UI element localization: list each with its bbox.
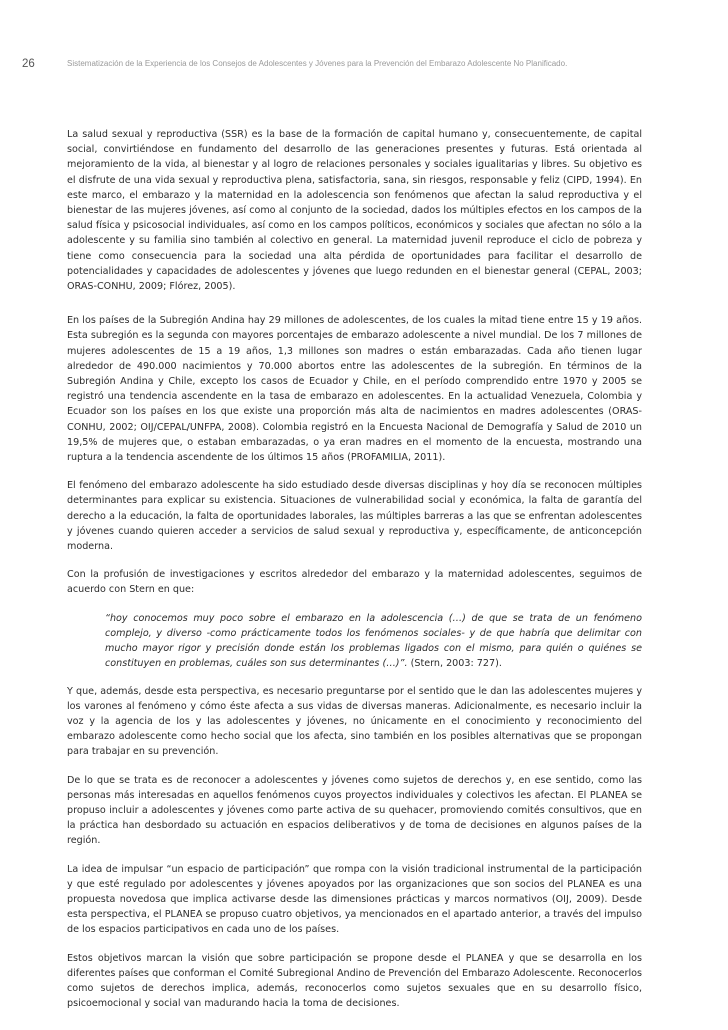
page-header: [0, 58, 728, 78]
paragraph-sujetos-derechos: De lo que se trata es de reconocer a adolescentes y jóvenes como sujetos de derechos y, en ese sentido, como las personas más interesadas en aquellos fenómenos cuyos proyectos individuales y colectivos les afectan. El PLANEA se propuso incluir a adolescentes y jóvenes como parte activa de su quehacer, promoviendo comités consultivos, que en la práctica han desbordado su actuación en espacios deliberativos y de toma de decisiones en algunos países de la región.: [67, 774, 642, 847]
paragraph-stern-intro: Con la profusión de investigaciones y escritos alrededor del embarazo y la maternidad adolescentes, seguimos de acuerdo con Stern en que:: [67, 569, 642, 596]
paragraph-subregion-andina: En los países de la Subregión Andina hay 29 millones de adolescentes, de los cuales la mitad tiene entre 15 y 19 años. Esta subregión es la segunda con mayores porcentajes de embarazo adolescente a nivel mundial. De los 7 millones de mujeres adolescentes de 15 a 19 años, 1,3 millones son madres o están embarazadas. Cada año tienen lugar alrededor de 490.000 nacimientos y 70.000 abortos entre las adolescentes de la subregión. En términos de la Subregión Andina y Chile, excepto los casos de Ecuador y Chile, en el período comprendido entre 1970 y 2005 se registró una tendencia ascendente en la tasa de embarazo en adolescentes. En la actualidad Venezuela, Colombia y Ecuador son los países en los que existe una proporción más alta de nacimientos en madres adolescentes (ORAS-CONHU, 2002; OIJ/CEPAL/UNFPA, 2008). Colombia registró en la Encuesta Nacional de Demografía y Salud de 2010 un 19,5% de mujeres que, o estaban embarazadas, o ya eran madres en el momento de la encuesta, mostrando una ruptura a la tendencia ascendente de los últimos 15 años (PROFAMILIA, 2011).: [67, 315, 642, 464]
block-quote: [105, 611, 642, 672]
paragraph-objetivos: Estos objetivos marcan la visión que sobre participación se propone desde el PLANEA y que se desarrolla en los diferentes países que conforman el Comité Subregional Andino de Prevención del Embarazo Adolescente. Reconocerlos como sujetos de derechos implica, además, reconocerlos como sujetos sexuales que en su desarrollo físico, psicoemocional y social van madurando hacia la toma de decisiones.: [67, 952, 642, 1010]
body-text: [67, 127, 642, 1024]
quote-text: “hoy conocemos muy poco sobre el embarazo en la adolescencia (…) de que se trata de un fenómeno complejo, y diverso -como prácticamente todos los fenómenos sociales- y de que habría que delimitar con mucho mayor rigor y precisión donde están los problemas ligados con el mismo, para quién o quiénes se constituyen en problemas, cuáles son sus determinantes (…)”.: [105, 612, 642, 670]
paragraph-ssr: La salud sexual y reproductiva (SSR) es la base de la formación de capital humano y, consecuentemente, de capital social, convirtiéndose en fundamento del desarrollo de las generaciones presentes y futuras. Está orientada al mejoramiento de la vida, al bienestar y al logro de relaciones personales y sociales igualitarias y libres. Su objetivo es el disfrute de una vida sexual y reproductiva plena, satisfactoria, sana, sin riesgos, responsable y feliz (CIPD, 1994). En este marco, el embarazo y la maternidad en la adolescencia son fenómenos que afectan la salud reproductiva y el bienestar de las mujeres jóvenes, así como al conjunto de la sociedad, dados los múltiples efectos en los campos de la salud física y psicosocial individuales, así como en los campos políticos, económicos y sociales que afectan no sólo a la adolescente y su familia sino también al colectivo en general. La maternidad juvenil reproduce el ciclo de pobreza y tiene como consecuencia para la sociedad una alta pérdida de oportunidades para facilitar el desarrollo de potencialidades y capacidades de adolescentes y jóvenes que luego redunden en el bienestar general (CEPAL, 2003; ORAS-CONHU, 2009; Flórez, 2005).: [67, 129, 642, 293]
quote-citation: (Stern, 2003: 727).: [407, 658, 502, 670]
paragraph-determinantes: El fenómeno del embarazo adolescente ha sido estudiado desde diversas disciplinas y hoy día se reconocen múltiples determinantes para explicar su existencia. Situaciones de vulnerabilidad social y económica, la falta de garantía del derecho a la educación, la falta de oportunidades laborales, las múltiples barreras a las que se enfrentan adolescentes y jóvenes cuando quieren acceder a servicios de salud sexual y reproductiva y, específicamente, de anticoncepción moderna.: [67, 480, 642, 553]
page-number: 26: [22, 58, 35, 70]
paragraph-espacio-participacion: La idea de impulsar “un espacio de participación” que rompa con la visión tradicional instrumental de la participación y que esté regulado por adolescentes y jóvenes apoyados por las organizaciones que son socios del PLANEA es una propuesta novedosa que implica activarse desde las dimensiones prácticas y marcos normativos (OIJ, 2009). Desde esta perspectiva, el PLANEA se propuso cuatro objetivos, ya mencionados en el apartado anterior, a través del impulso de los espacios participativos en cada uno de los países.: [67, 863, 642, 936]
paragraph-perspectiva: Y que, además, desde esta perspectiva, es necesario preguntarse por el sentido que le dan las adolescentes mujeres y los varones al fenómeno y cómo éste afecta a sus vidas de diversas maneras. Adicionalmente, es necesario incluir la voz y la agencia de los y las adolescentes y jóvenes, no únicamente en el conocimiento y reconocimiento del embarazo adolescente como hecho social que los afecta, sino también en los posibles alternativas que se propongan para trabajar en su prevención.: [67, 685, 642, 758]
running-title: Sistematización de la Experiencia de los Consejos de Adolescentes y Jóvenes para la Prevención del Embarazo Adolescente No Planificado.: [67, 59, 568, 68]
